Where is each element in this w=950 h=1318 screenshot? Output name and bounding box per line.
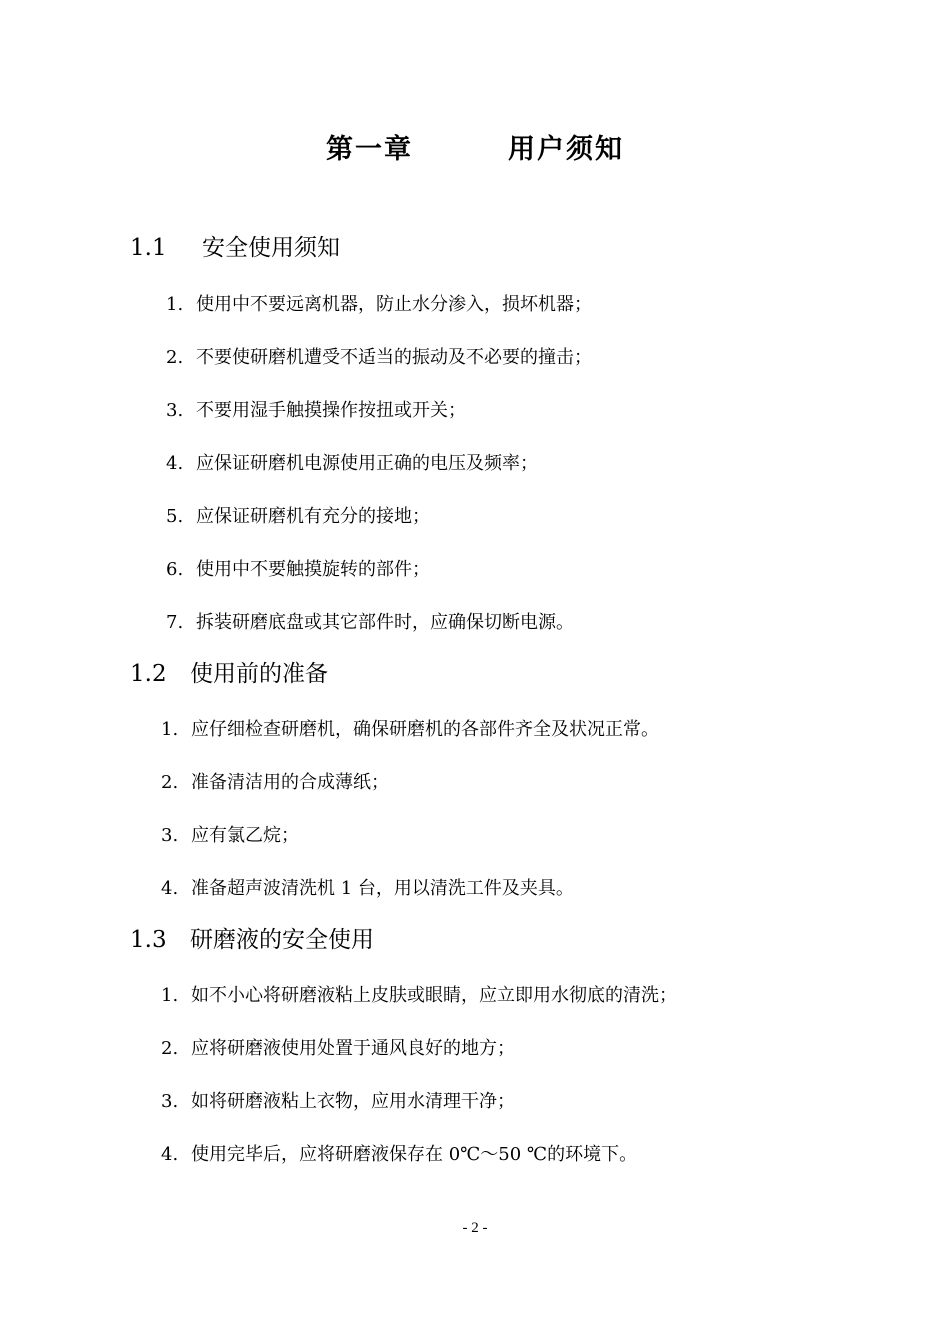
list-item — [166, 450, 538, 478]
section-heading-1-2 — [130, 657, 328, 691]
list-item-text: 应保证研磨机电源使用正确的电压及频率； — [196, 453, 538, 474]
list-item-index: 3. — [166, 400, 184, 421]
list-item — [161, 1088, 515, 1116]
list-item — [166, 397, 466, 425]
list-item-index: 2. — [166, 347, 184, 368]
list-item — [166, 609, 574, 637]
section-number: 1.3 — [130, 927, 167, 953]
list-item-index: 2. — [161, 1038, 179, 1059]
list-item — [166, 344, 592, 372]
list-item-text: 使用中不要触摸旋转的部件； — [196, 559, 430, 580]
chapter-name: 用户须知 — [508, 134, 624, 166]
list-item-text: 不要用湿手触摸操作按扭或开关； — [196, 400, 466, 421]
list-item-index: 2. — [161, 772, 179, 793]
list-item-text: 不要使研磨机遭受不适当的振动及不必要的撞击； — [196, 347, 592, 368]
list-item-text: 应将研磨液使用处置于通风良好的地方； — [191, 1038, 515, 1059]
list-item-index: 5. — [166, 506, 184, 527]
list-item-text: 拆装研磨底盘或其它部件时，应确保切断电源。 — [196, 612, 574, 633]
list-item — [166, 556, 430, 584]
chapter-label: 第一章 — [326, 134, 413, 166]
section-number: 1.1 — [130, 235, 167, 261]
list-item — [161, 875, 574, 903]
list-item-text: 使用中不要远离机器，防止水分渗入，损坏机器； — [196, 294, 592, 315]
chapter-title — [0, 130, 950, 170]
list-item-index: 4. — [166, 453, 184, 474]
list-item-text: 使用完毕后，应将研磨液保存在 0℃～50 ℃的环境下。 — [191, 1144, 638, 1165]
list-item-index: 7. — [166, 612, 184, 633]
list-item-text: 准备超声波清洗机 1 台，用以清洗工件及夹具。 — [191, 878, 574, 899]
section-heading-1-3 — [130, 923, 374, 957]
list-item-text: 应保证研磨机有充分的接地； — [196, 506, 430, 527]
list-item-index: 4. — [161, 878, 179, 899]
list-item-text: 准备清洁用的合成薄纸； — [191, 772, 389, 793]
section-number: 1.2 — [130, 661, 167, 687]
list-item-text: 应仔细检查研磨机，确保研磨机的各部件齐全及状况正常。 — [191, 719, 659, 740]
list-item — [161, 822, 299, 850]
section-title: 使用前的准备 — [190, 661, 328, 687]
list-item — [161, 1141, 637, 1169]
page-number: - 2 - — [462, 1220, 488, 1236]
list-item — [166, 503, 430, 531]
list-item-index: 4. — [161, 1144, 179, 1165]
list-item-index: 3. — [161, 1091, 179, 1112]
list-item-text: 如不小心将研磨液粘上皮肤或眼睛，应立即用水彻底的清洗； — [191, 985, 677, 1006]
list-item-index: 1. — [161, 719, 179, 740]
list-item-index: 1. — [166, 294, 184, 315]
section-title: 研磨液的安全使用 — [190, 927, 374, 953]
list-item — [161, 1035, 515, 1063]
list-item-index: 6. — [166, 559, 184, 580]
list-item — [161, 716, 659, 744]
list-item — [161, 769, 389, 797]
list-item-index: 3. — [161, 825, 179, 846]
list-item-text: 应有氯乙烷； — [191, 825, 299, 846]
list-item — [161, 982, 677, 1010]
list-item — [166, 291, 592, 319]
list-item-index: 1. — [161, 985, 179, 1006]
section-title: 安全使用须知 — [202, 235, 340, 261]
list-item-text: 如将研磨液粘上衣物，应用水清理干净； — [191, 1091, 515, 1112]
section-heading-1-1 — [130, 231, 340, 265]
